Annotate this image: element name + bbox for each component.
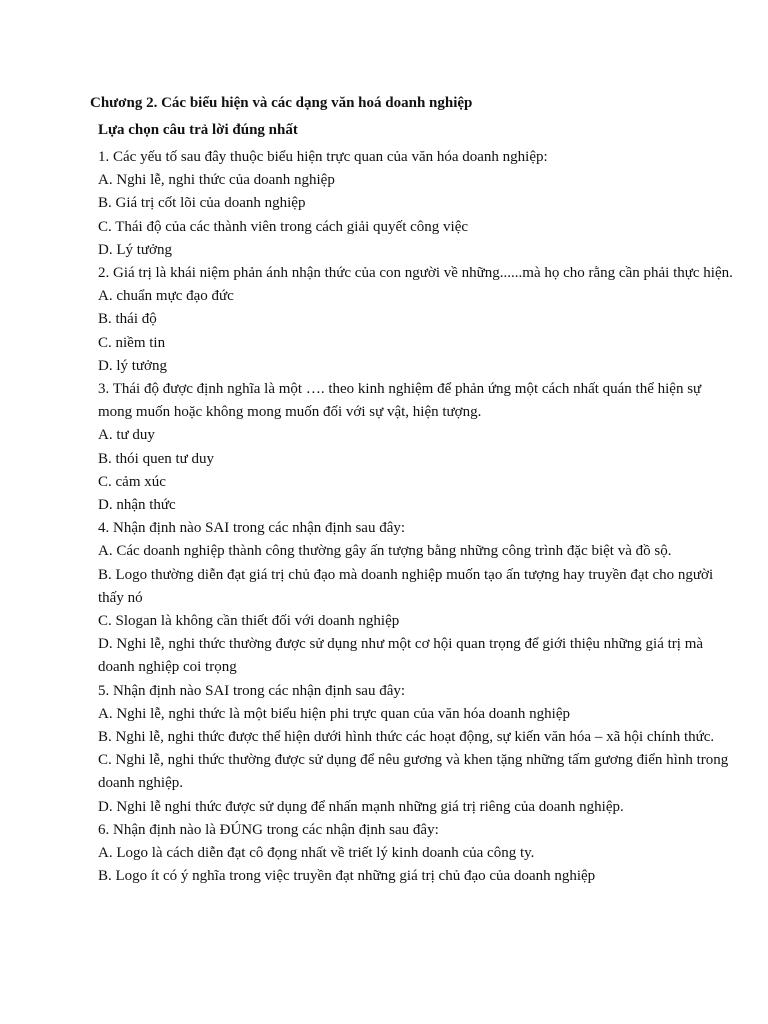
answer-option: B. Giá trị cốt lõi của doanh nghiệp (98, 195, 306, 212)
answer-option: B. thói quen tư duy (98, 450, 215, 467)
answer-option: A. Nghi lễ, nghi thức của doanh nghiệp (98, 172, 335, 189)
answer-option: C. cảm xúc (98, 473, 166, 490)
answer-option: D. lý tưởng (98, 357, 167, 374)
instruction-heading: Lựa chọn câu trả lời đúng nhất (98, 122, 298, 138)
answer-option: B. Logo thường diễn đạt giá trị chủ đạo mà doanh nghiệp muốn tạo ấn tượng hay truyền đạt cho người thấy nó (98, 566, 714, 606)
answer-option: B. Nghi lễ, nghi thức được thể hiện dưới hình thức các hoạt động, sự kiến văn hóa – xã hội chính thức. (98, 729, 715, 746)
question-text: 3. Thái độ được định nghĩa là một …. theo kinh nghiệm để phản ứng một cách nhất quán thể hiện sự mong muốn hoặc không mong muốn đối với sự vật, hiện tượng. (98, 381, 702, 421)
answer-option: C. niềm tin (98, 334, 166, 351)
answer-option: D. Nghi lễ, nghi thức thường được sử dụng như một cơ hội quan trọng để giới thiệu những giá trị mà doanh nghiệp coi trọng (98, 636, 704, 676)
question-list (98, 146, 738, 889)
answer-option: A. Các doanh nghiệp thành công thường gây ấn tượng bằng những công trình đặc biệt và đồ sộ. (98, 543, 672, 560)
answer-option: A. chuẩn mực đạo đức (98, 288, 234, 305)
question-text: 6. Nhận định nào là ĐÚNG trong các nhận định sau đây: (98, 821, 439, 838)
question-text: 1. Các yếu tố sau đây thuộc biểu hiện trực quan của văn hóa doanh nghiệp: (98, 149, 548, 165)
answer-option: C. Slogan là không cần thiết đối với doanh nghiệp (98, 613, 400, 630)
answer-option: A. Logo là cách diễn đạt cô đọng nhất về triết lý kinh doanh của công ty. (98, 845, 535, 862)
answer-option: A. tư duy (98, 427, 155, 444)
answer-option: A. Nghi lễ, nghi thức là một biểu hiện phi trực quan của văn hóa doanh nghiệp (98, 705, 570, 722)
answer-option: B. Logo ít có ý nghĩa trong việc truyền đạt những giá trị chủ đạo của doanh nghiệp (98, 868, 596, 885)
question-text: 4. Nhận định nào SAI trong các nhận định sau đây: (98, 520, 406, 537)
question-text: 2. Giá trị là khái niệm phản ánh nhận thức của con người về những......mà họ cho rằng cần phải thực hiện. (98, 265, 733, 282)
chapter-title: Chương 2. Các biểu hiện và các dạng văn hoá doanh nghiệp (90, 95, 473, 111)
answer-option: C. Nghi lễ, nghi thức thường được sử dụng để nêu gương và khen tặng những tấm gương điển hình trong doanh nghiệp. (98, 752, 729, 792)
answer-option: B. thái độ (98, 311, 157, 328)
answer-option: D. nhận thức (98, 497, 176, 514)
answer-option: D. Nghi lễ nghi thức được sử dụng để nhấn mạnh những giá trị riêng của doanh nghiệp. (98, 798, 624, 815)
answer-option: C. Thái độ của các thành viên trong cách giải quyết công việc (98, 218, 469, 235)
question-text: 5. Nhận định nào SAI trong các nhận định sau đây: (98, 682, 406, 699)
answer-option: D. Lý tưởng (98, 241, 172, 258)
